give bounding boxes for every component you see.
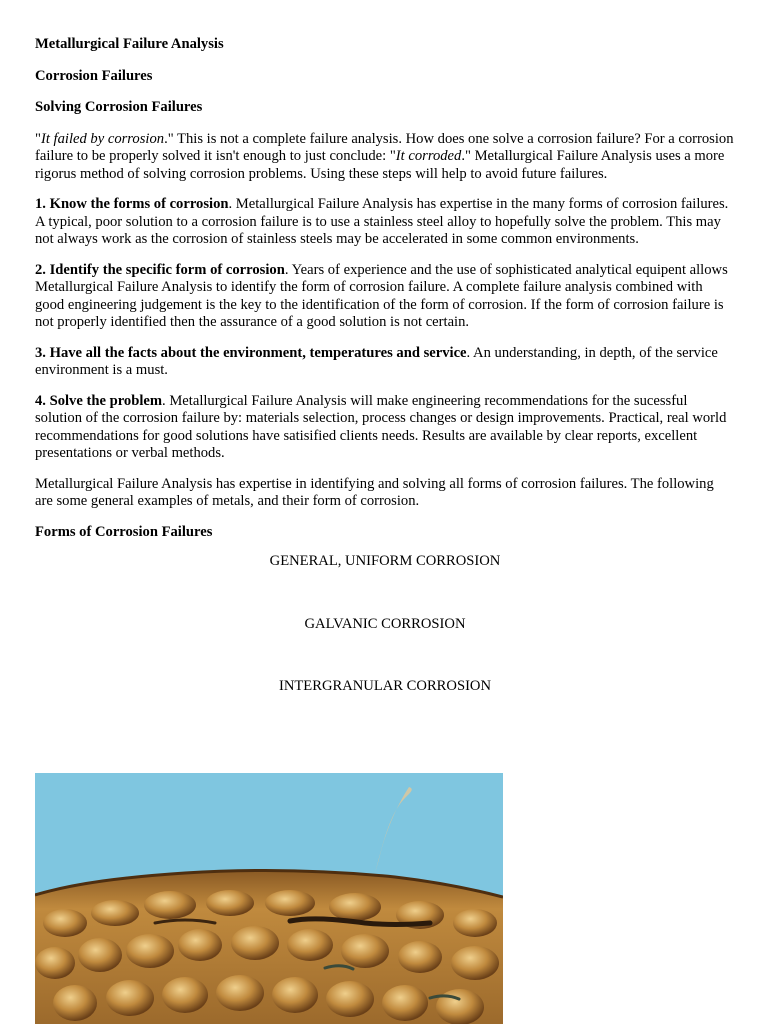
intro-emphasis-2: It corroded	[395, 148, 462, 164]
section-heading: Solving Corrosion Failures	[35, 99, 203, 115]
step-text-2: . Years of experience and the use of sophisticated analytical equipent allows Metallurgical Failure Analysis to identify the form of corrosion failure. A complete failure analysis combined with good engineering judgement is the key to the identification of the form of corrosion. If the form of corrosion failure is not properly identified then the assurance of a good solution is not certain.	[35, 261, 728, 330]
corrosion-photo	[35, 773, 503, 1024]
document-subtitle: Corrosion Failures	[35, 67, 153, 84]
step-paragraph-2	[35, 262, 735, 332]
intro-text-end: ." Metallurgical Failure Analysis uses a more rigorus method of solving corrosion problems. Using these steps will help to avoid future failures.	[35, 148, 725, 182]
document-body	[35, 36, 735, 696]
document-title: Metallurgical Failure Analysis	[35, 36, 224, 52]
intro-emphasis-1: It failed by corrosion	[40, 130, 165, 147]
closing-paragraph: Metallurgical Failure Analysis has expertise in identifying and solving all forms of corrosion failures. The following are some general examples of metals, and their form of corrosion.	[35, 475, 714, 509]
forms-heading: Forms of Corrosion Failures	[35, 523, 213, 540]
step-paragraph-4	[35, 393, 735, 463]
step-text-3: . An understanding, in depth, of the service environment is a must.	[35, 344, 718, 378]
intro-paragraph	[35, 131, 735, 184]
form-label-galvanic: GALVANIC CORROSION	[304, 615, 466, 632]
step-paragraph-1	[35, 196, 735, 249]
step-heading-4: 4. Solve the problem	[35, 392, 163, 409]
step-heading-2: 2. Identify the specific form of corrosion	[35, 261, 285, 278]
step-heading-1: 1. Know the forms of corrosion	[35, 196, 229, 212]
step-paragraph-3	[35, 345, 735, 380]
form-label-general: GENERAL, UNIFORM CORROSION	[269, 553, 501, 569]
step-heading-3: 3. Have all the facts about the environment, temperatures and service	[35, 344, 467, 361]
intro-text-mid: ." This is not a complete failure analysis. How does one solve a corrosion failure? For a corrosion failure to be properly solved it isn't enough to just conclude: "	[35, 130, 734, 164]
intro-quote-open: "	[35, 130, 41, 147]
form-label-intergranular: INTERGRANULAR CORROSION	[278, 678, 492, 694]
step-text-4: . Metallurgical Failure Analysis will make engineering recommendations for the sucessful solution of the corrosion failure by: materials selection, process changes or design improvements. Practical, real world recommendations for good solutions have satisified clients needs. Results are available by clear reports, excellent presentations or verbal methods.	[35, 392, 727, 461]
corrosion-photo-image	[35, 773, 503, 1024]
step-text-1: . Metallurgical Failure Analysis has expertise in the many forms of corrosion failures. A typical, poor solution to a corrosion failure is to use a stainless steel alloy to hopefully solve the problem. This may not always work as the corrosion of stainless steels may be accelerated in some common environments.	[35, 196, 729, 247]
